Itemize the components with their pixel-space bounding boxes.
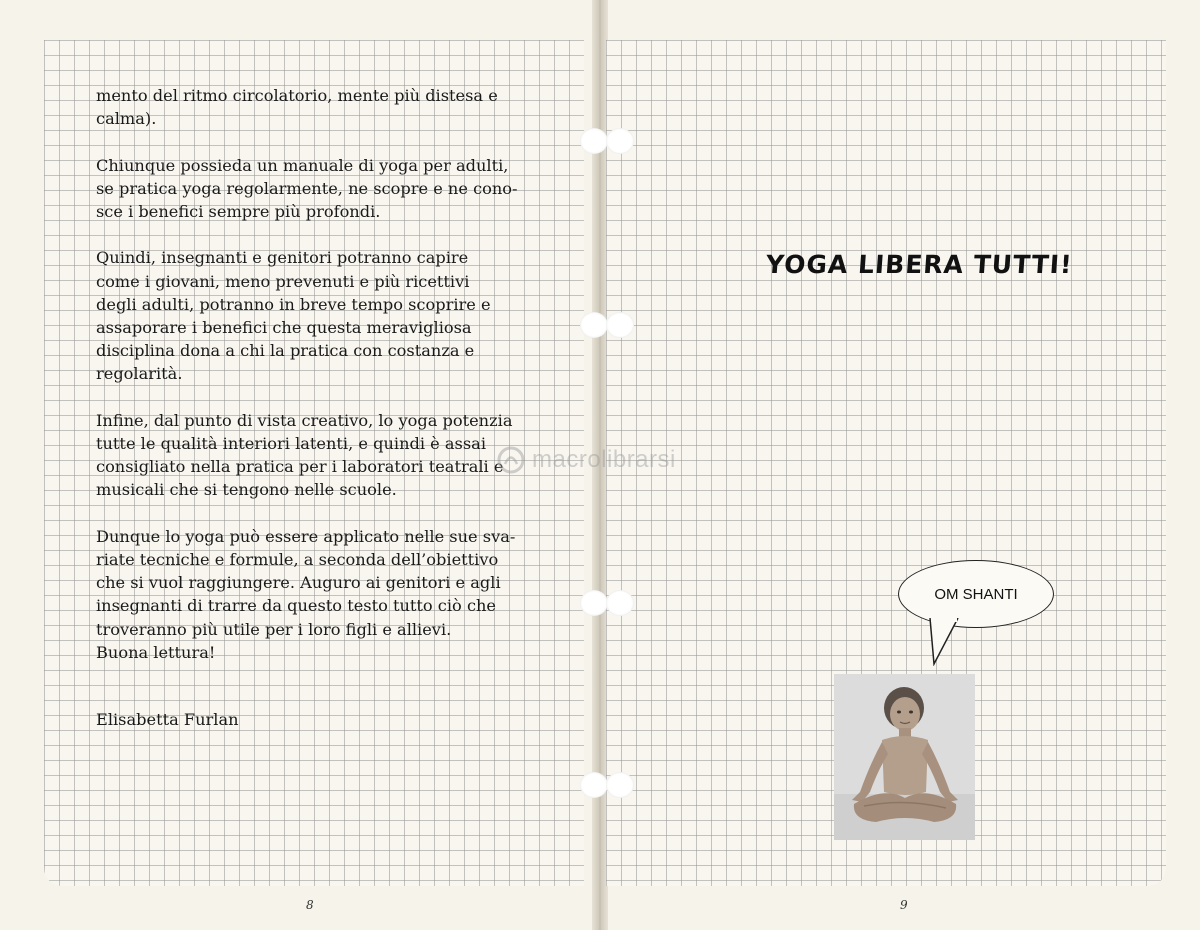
paragraph: Infine, dal punto di vista creativo, lo yoga potenzia tutte le qualità interiori latenti, e quindi è assai consigliato nella pratica per i laboratori teatrali e musicali che si tengono nelle scuole. bbox=[96, 410, 513, 500]
speech-bubble-tail bbox=[928, 618, 968, 666]
binder-hole bbox=[580, 772, 608, 798]
binder-hole bbox=[606, 772, 634, 798]
page-heading: YOGA LIBERA TUTTI! bbox=[764, 250, 1074, 279]
child-meditation-photo bbox=[834, 674, 975, 840]
left-page-body bbox=[96, 84, 536, 687]
speech-bubble-text: OM SHANTI bbox=[934, 585, 1018, 603]
watermark-text: macrolibrarsi bbox=[532, 446, 676, 473]
page-number-right: 9 bbox=[900, 898, 908, 912]
binder-hole bbox=[580, 312, 608, 338]
paragraph: Quindi, insegnanti e genitori potranno capire come i giovani, meno prevenuti e più ricettivi degli adulti, potranno in breve tempo scoprire e assaporare i benefici che questa meravigliosa disciplina dona a chi la pratica con costanza e regolarità. bbox=[96, 248, 491, 384]
watermark bbox=[496, 445, 676, 475]
binder-hole bbox=[606, 312, 634, 338]
binder-hole bbox=[606, 128, 634, 154]
speech-bubble bbox=[898, 560, 1054, 628]
page-number-left: 8 bbox=[306, 898, 314, 912]
paragraph: Chiunque possieda un manuale di yoga per adulti, se pratica yoga regolarmente, ne scopre e ne cono- sce i benefici sempre più profondi. bbox=[96, 155, 518, 221]
paragraph: mento del ritmo circolatorio, mente più distesa e calma). bbox=[96, 86, 498, 129]
watermark-logo-icon bbox=[496, 445, 526, 475]
paragraph: Dunque lo yoga può essere applicato nelle sue sva- riate tecniche e formule, a seconda dell’obiettivo che si vuol raggiungere. Auguro ai genitori e agli insegnanti di trarre da questo testo tutto ciò che troveranno più utile per i loro figli e allievi. Buona lettura! bbox=[96, 526, 516, 662]
binder-hole bbox=[580, 128, 608, 154]
binder-hole bbox=[606, 590, 634, 616]
author-signature: Elisabetta Furlan bbox=[96, 710, 239, 729]
meditating-child-figure bbox=[834, 674, 975, 840]
binder-hole bbox=[580, 590, 608, 616]
